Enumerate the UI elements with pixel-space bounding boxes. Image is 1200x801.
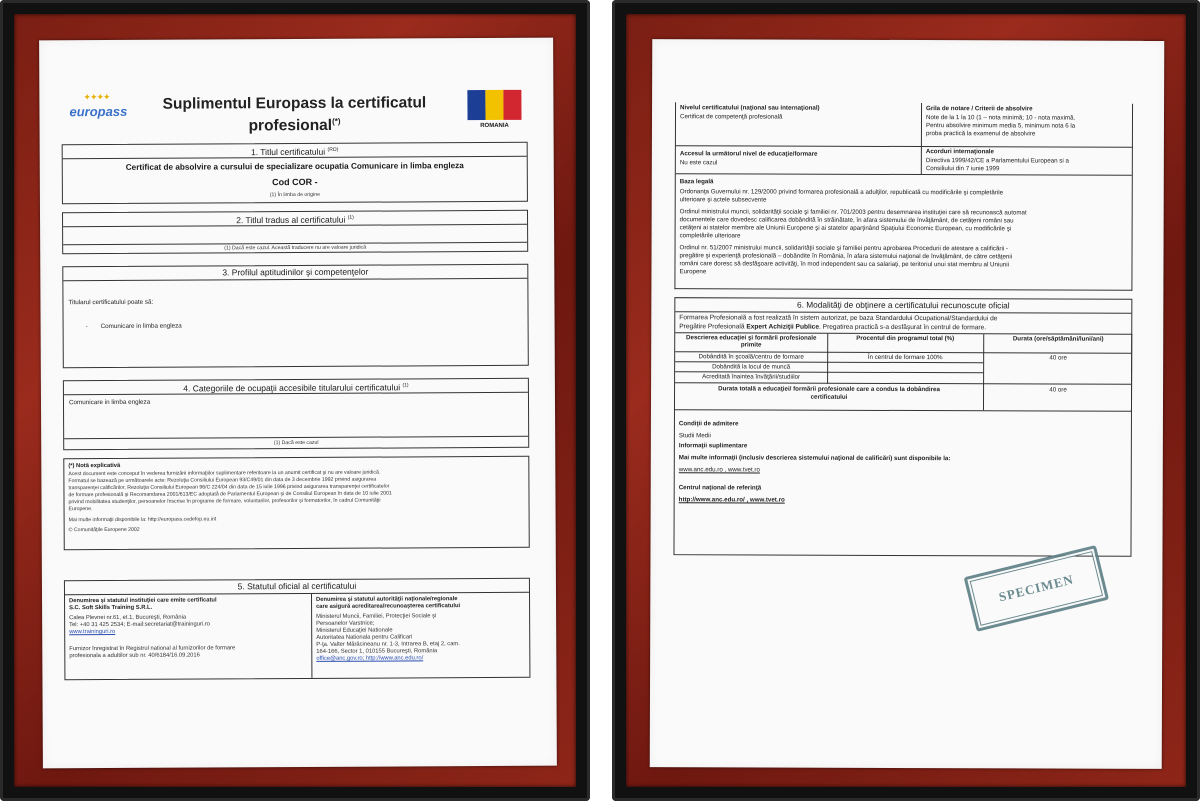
authority-title: care asigură acreditarea/recunoaşterea certificatului	[316, 603, 461, 610]
legal-basis-line: documentele care dovedesc calificarea dobândită în străinătate, în afara sistemului de învăţământ, de cetăţeni români sau	[679, 216, 1014, 225]
section-1-header: 1. Titlul certificatului $^{(RO)}$	[63, 143, 527, 159]
agreements-line: Directiva 1999/42/CE a Parlamentului European si a	[925, 157, 1069, 165]
section-5-box	[64, 578, 531, 680]
additional-info-title: Informaţii suplimentare	[678, 442, 748, 450]
access-title: Accesul la următorul nivel de educaţie/formare	[679, 150, 818, 158]
section-2-box	[62, 210, 528, 254]
section-6-box	[673, 297, 1132, 557]
skills-dash: -	[85, 323, 88, 331]
grading-line: Note de la 1 la 10 (1 – nota minimă; 10 - nota maximă.	[925, 114, 1076, 122]
table-cell: Acreditată înaintea învăţării/studiilor	[702, 373, 801, 381]
table-hline	[675, 382, 1131, 385]
details-hdivider	[676, 173, 1132, 176]
agreements-line: Consiliului din 7 iunie 1999	[925, 165, 1000, 173]
right-document-page	[650, 39, 1165, 769]
legal-basis-line: Ordinul ministrului muncii, solidarităţii sociale şi familiei nr. 701/2003 pentru desemnarea instituţiei care să recunoască automat	[679, 208, 1027, 217]
authority-line: Autoritatea Nationala pentru Calificari	[316, 634, 413, 641]
issuer-website-link[interactable]: www.traininguri.ro	[69, 628, 116, 636]
section-2-note: (1) Dacă este cazul. Această traducere nu are valoare juridică	[224, 244, 367, 252]
legal-basis-title: Baza legală	[679, 178, 714, 186]
flag-stripe-red	[503, 90, 521, 120]
reference-centre-links[interactable]: http://www.anc.edu.ro/ , www.tvet.ro	[678, 496, 785, 504]
table-cell: Dobândită în şcoală/centru de formare	[698, 353, 804, 361]
left-document-page	[39, 38, 557, 769]
explanatory-line: Acest document este conceput în vederea furnizării informaţiilor suplimentare referitoare la un anumit certificat şi nu are valoare juridică.	[68, 469, 381, 478]
table-cell: În centrul de formare 100%	[867, 353, 943, 362]
issuer-name: S.C. Soft Skills Training S.R.L.	[69, 604, 153, 612]
title-sup: (*)	[332, 116, 341, 126]
reference-centre-title: Centrul naţional de referinţă	[678, 484, 762, 492]
page-title	[139, 94, 449, 136]
section-4-header: 4. Categoriile de ocupaţii accesibile titularului certificatului $^{(1)}$	[64, 379, 528, 395]
authority-line: Persoanelor Varstnice;	[316, 620, 375, 627]
flag-stripe-blue	[467, 90, 485, 120]
section-4-note: (1) Dacă este cazul	[273, 439, 319, 447]
europass-more-info: Mai multe informaţii disponibile la: http://europass.cedefop.eu.int	[68, 516, 217, 524]
section-3-box	[62, 264, 529, 368]
training-intro: Pregătire Profesională Expert Achiziţii Publice. Pregatirea practică s-a desfăşurat în centrul de formare.	[679, 323, 987, 332]
authority-line: 164-166, Sector 1, 010155 Bucureşti, România	[316, 648, 438, 655]
table-vline	[983, 334, 984, 410]
training-table	[675, 332, 1132, 412]
additional-info-text: Mai multe informaţii (inclusiv descrierea sistemului naţional de calificări) sunt disponibile la:	[678, 454, 951, 463]
total-duration-label: Durata totală a educaţiei/ formării profesionale care a condus la dobândirea certificatului	[718, 385, 940, 401]
issuer-contact: Tel: +40 31 425 2534; E-mail:secretariat@traininguri.ro	[69, 621, 210, 629]
logo-stars-icon: ✦✦✦✦	[83, 91, 110, 103]
legal-basis-line: Ordinul nr. 51/2007 ministrului muncii, solidarităţii sociale şi familiei pentru aprobarea Procedurii de atestare a calificării -	[679, 244, 1008, 253]
section-5-header: 5. Statutul oficial al certificatului	[65, 579, 529, 595]
title-line1: Suplimentul Europass la certificatul	[162, 94, 427, 113]
issuer-address: Calea Plevnei nr.61, et.1, Bucureşti, România	[69, 614, 187, 622]
copyright: © Comunităţile Europene 2002	[68, 526, 140, 534]
explanatory-line: privind mobilitatea studenţilor, persoanelor înscrise în programe de formare, voluntarilor, profesorilor şi formatorilor, în cadrul Comunităţii	[68, 497, 381, 506]
authority-line: Ministerul Muncii, Familiei, Protecţiei Sociale şi	[316, 613, 437, 620]
issuer-title: Denumirea şi statutul instituţiei care emite certificatul	[69, 597, 217, 605]
legal-basis-line: ulterioare şi actele subsecvente	[679, 196, 767, 204]
legal-basis-line: completările ulterioare	[679, 232, 741, 240]
level-value: Certificat de competenţă profesională	[679, 113, 783, 121]
legal-basis-line: români care doresc să desfăşoare activităţi, în mod independent sau ca salariaţi, pe teritoriul unui stat membru al Uniunii	[679, 260, 1009, 269]
skills-intro: Titularul certificatului poate să:	[68, 298, 154, 307]
table-cell: Dobândită la locul de muncă	[712, 363, 791, 371]
section-1-note: (1) În limba de origine	[269, 191, 321, 199]
details-vdivider	[921, 103, 922, 174]
grading-line: Pentru absolvire minimum media 5, minimum nota 6 la	[925, 122, 1076, 130]
legal-basis-line: Europene	[679, 268, 707, 276]
legal-basis-line: pregătire şi experienţă profesională – dobândite în România, în afara sistemului naţional de învăţământ, de către cetăţenii	[679, 252, 1013, 261]
specimen-stamp: SPECIMEN	[964, 545, 1109, 632]
authority-line: Ministerul Educaţiei Nationale	[316, 627, 393, 634]
level-title: Nivelul certificatului (naţional sau internaţional)	[680, 104, 820, 112]
flag-stripe-yellow	[485, 90, 503, 120]
skills-item: Comunicare in limba engleza	[100, 322, 182, 331]
training-intro: Formarea Profesională a fost realizată în sistem autorizat, pe baza Standardului Ocupational/Standardului de	[679, 314, 998, 323]
europass-logo	[65, 92, 129, 122]
flag-caption: ROMANIA	[480, 122, 509, 130]
table-header: Durata (ore/săptămâni/luni/ani)	[1012, 335, 1104, 343]
title-line2: profesional	[248, 116, 333, 135]
legal-basis-line: Ordonanţa Guvernului nr. 129/2000 privind formarea profesională a adulţilor, republicată cu modificările şi completările	[679, 188, 1004, 197]
authority-line: P-ţa. Valter Mărăcineanu nr. 1-3, Intrarea B, etaj 2, cam.	[316, 641, 460, 648]
explanatory-line: transparenţei calificărilor, Rezoluţia Consiliului European 96/C 224/04 din data de 15 iulie 1996 privind asigurarea transparenţei certificatelor	[68, 483, 390, 492]
table-cell: 40 ore	[1049, 354, 1067, 362]
grading-line: proba practică la examenul de absolvire	[925, 130, 1036, 138]
authority-title: Denumirea şi statutul autorităţii naţionale/regionale	[316, 596, 458, 603]
authority-contact-link[interactable]: office@anc.gov.ro; http://www.anc.edu.ro/	[316, 655, 424, 662]
explanatory-line: Europene.	[68, 506, 93, 513]
details-hdivider	[676, 145, 1132, 148]
table-header: Descrierea educaţiei şi formării profesionale primite	[686, 334, 817, 349]
section-4-box	[63, 378, 529, 450]
romania-flag-icon	[467, 90, 521, 120]
grading-title: Grila de notare / Criterii de absolvire	[926, 105, 1033, 113]
section-3-header: 3. Profilul aptitudinilor şi competenţelor	[63, 265, 527, 281]
section-2-header: 2. Titlul tradus al certificatului $^{(1)}$	[63, 211, 527, 227]
additional-info-links[interactable]: www.anc.edu.ro , www.tvet.ro	[678, 466, 760, 474]
logo-text: europass	[69, 103, 128, 120]
legal-basis-line: cetăţeni ai statelor membre ale Uniunii Europene şi ai statelor aparţinând Spaţiului Economic European, cu modificările şi	[679, 224, 1012, 233]
table-header: Procentul din programul total (%)	[856, 334, 955, 343]
certificate-details-box	[674, 102, 1133, 291]
agreements-title: Acorduri internaţionale	[925, 148, 994, 156]
section-6-header: 6. Modalităţi de obţinere a certificatului recunoscute oficial	[675, 298, 1131, 314]
access-value: Nu este cazul	[679, 159, 718, 167]
occupation-item: Comunicare in limba engleza	[68, 398, 151, 407]
explanatory-line: de formare profesională şi Recomandarea 2001/613/EC adoptată de Parlamentul European şi de Consiliul European în data de 10 iulie 2001	[68, 490, 392, 499]
issuer-registration: profesionala a adultilor sub nr. 40/6184/16.09.2016	[69, 652, 200, 660]
explanatory-note-box	[63, 456, 529, 550]
issuer-registration: Furnizor înregistrat în Registrul national al furnizorilor de formare	[69, 645, 236, 653]
certificate-title: Certificat de absolvire a cursului de specializare ocupatia Comunicare in limba engleza	[125, 161, 464, 172]
admission-value: Studii Medii	[678, 432, 711, 440]
explanatory-line: Formatul se bazează pe următoarele acte: Rezoluţia Consiliului European 93/C49/01 din data de 3 decembrie 1992 privind asigurarea	[68, 476, 377, 485]
section-1-box	[62, 142, 528, 204]
section-5-divider	[311, 594, 312, 678]
total-duration-value: 40 ore	[1049, 386, 1067, 394]
explanatory-note-title: (*) Notă explicativă	[68, 462, 121, 470]
cod-cor: Cod COR -	[272, 176, 318, 188]
admission-title: Condiţii de admitere	[678, 420, 739, 428]
